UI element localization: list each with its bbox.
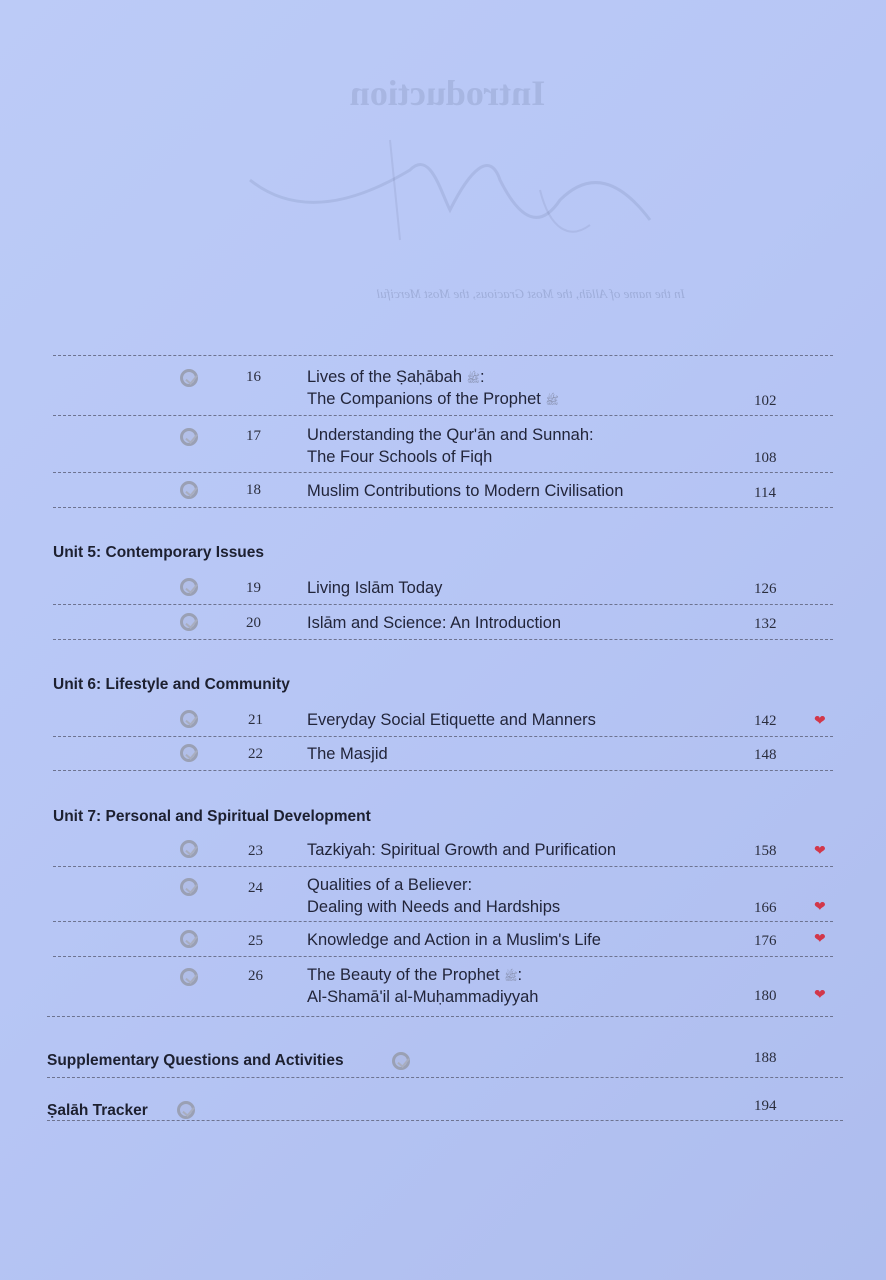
divider [47, 1120, 843, 1121]
chapter-number: 17 [246, 428, 261, 444]
chapter-number: 22 [248, 746, 263, 762]
check-circle-icon[interactable] [180, 369, 198, 387]
page-number: 148 [754, 747, 777, 763]
divider [53, 355, 833, 356]
chapter-number: 18 [246, 482, 261, 498]
section-title: Supplementary Questions and Activities [47, 1052, 344, 1069]
chapter-number: 26 [248, 968, 263, 984]
chapter-title: Qualities of a Believer: [307, 876, 473, 894]
check-circle-icon[interactable] [180, 710, 198, 728]
page-number: 194 [754, 1098, 777, 1114]
unit-heading: Unit 5: Contemporary Issues [53, 544, 265, 561]
chapter-title: Lives of the Ṣaḥābah ﷺ: [307, 368, 485, 386]
heart-icon[interactable]: ❤ [814, 986, 826, 1002]
divider [53, 604, 833, 605]
chapter-title: The Masjid [307, 745, 388, 763]
page-number: 158 [754, 843, 777, 859]
chapter-number: 16 [246, 369, 261, 385]
check-circle-icon[interactable] [177, 1101, 195, 1119]
chapter-subtitle: Al-Shamā'il al-Muḥammadiyyah [307, 988, 539, 1006]
page-number: 102 [754, 393, 777, 409]
chapter-title: Muslim Contributions to Modern Civilisation [307, 482, 624, 500]
page-number: 176 [754, 933, 777, 949]
honorific-icon: ﷺ [466, 373, 480, 385]
page-number: 132 [754, 616, 777, 632]
section-title: Ṣalāh Tracker [47, 1102, 148, 1119]
chapter-number: 19 [246, 580, 261, 596]
chapter-number: 21 [248, 712, 263, 728]
page-number: 166 [754, 900, 777, 916]
chapter-number: 25 [248, 933, 263, 949]
page-number: 142 [754, 713, 777, 729]
reverse-page-show-through [0, 0, 886, 340]
divider [53, 507, 833, 508]
page-number: 126 [754, 581, 777, 597]
divider [53, 736, 833, 737]
page-number: 114 [754, 485, 776, 501]
chapter-subtitle: Dealing with Needs and Hardships [307, 898, 561, 916]
divider [47, 1077, 843, 1078]
check-circle-icon[interactable] [180, 428, 198, 446]
page-number: 180 [754, 988, 777, 1004]
check-circle-icon[interactable] [180, 930, 198, 948]
check-circle-icon[interactable] [180, 613, 198, 631]
check-circle-icon[interactable] [180, 968, 198, 986]
divider [53, 639, 833, 640]
divider [53, 921, 833, 922]
heart-icon[interactable]: ❤ [814, 898, 826, 914]
chapter-number: 24 [248, 880, 263, 896]
divider [53, 956, 833, 957]
unit-heading: Unit 6: Lifestyle and Community [53, 676, 290, 693]
honorific-icon: ﷺ [504, 971, 518, 983]
divider [47, 1016, 833, 1017]
heart-icon[interactable]: ❤ [814, 842, 826, 858]
check-circle-icon[interactable] [180, 878, 198, 896]
divider [53, 415, 833, 416]
chapter-title: Knowledge and Action in a Muslim's Life [307, 931, 601, 949]
check-circle-icon[interactable] [180, 481, 198, 499]
check-circle-icon[interactable] [180, 744, 198, 762]
chapter-subtitle: The Companions of the Prophet ﷺ [307, 390, 559, 408]
chapter-title: Understanding the Qur'ān and Sunnah: [307, 426, 594, 444]
ghost-title: Introduction [349, 73, 546, 113]
ghost-subtitle: In the name of Allāh, the Most Gracious, the Most Merciful [376, 286, 685, 301]
chapter-title: Islām and Science: An Introduction [307, 614, 562, 632]
chapter-title: Everyday Social Etiquette and Manners [307, 711, 596, 729]
check-circle-icon[interactable] [180, 840, 198, 858]
unit-heading: Unit 7: Personal and Spiritual Development [53, 808, 371, 825]
chapter-number: 20 [246, 615, 261, 631]
chapter-subtitle: The Four Schools of Fiqh [307, 448, 493, 466]
chapter-number: 23 [248, 843, 263, 859]
chapter-title: Tazkiyah: Spiritual Growth and Purification [307, 841, 617, 859]
calligraphy-ghost-icon [240, 130, 660, 270]
page-number: 108 [754, 450, 777, 466]
heart-icon[interactable]: ❤ [814, 712, 826, 728]
check-circle-icon[interactable] [180, 578, 198, 596]
divider [53, 866, 833, 867]
honorific-icon: ﷺ [545, 395, 559, 407]
chapter-title: Living Islām Today [307, 579, 443, 597]
chapter-title: The Beauty of the Prophet ﷺ: [307, 966, 523, 984]
divider [53, 770, 833, 771]
check-circle-icon[interactable] [392, 1052, 410, 1070]
divider [53, 472, 833, 473]
heart-icon[interactable]: ❤ [814, 930, 826, 946]
page-number: 188 [754, 1050, 777, 1066]
